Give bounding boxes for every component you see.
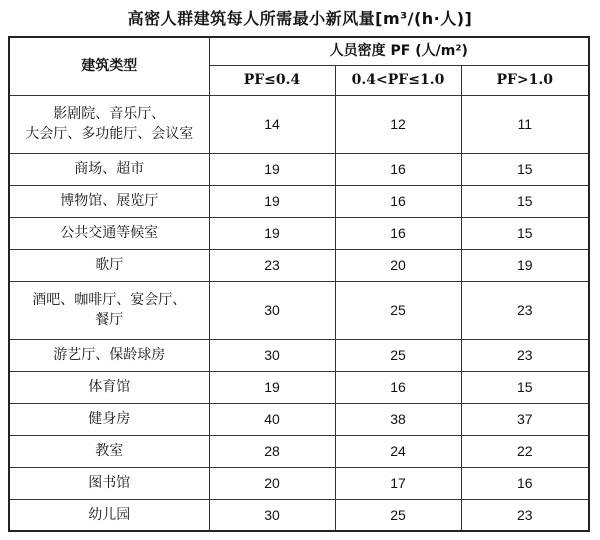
table-body <box>9 95 589 531</box>
table-row <box>9 281 589 339</box>
building-name-line1: 影剧院、音乐厅、 <box>53 106 166 122</box>
row-building-name <box>9 95 209 153</box>
value-density-mid: 25 <box>335 281 461 339</box>
building-name-line1: 公共交通等候室 <box>60 225 159 241</box>
row-building-name <box>9 339 209 371</box>
value-density-low: 28 <box>209 435 335 467</box>
value-density-high: 11 <box>461 95 589 153</box>
header-density-mid: 0.4<PF≤1.0 <box>335 65 461 95</box>
row-building-name <box>9 281 209 339</box>
value-density-high: 23 <box>461 339 589 371</box>
header-density: 人员密度 PF (人/m²) <box>209 37 589 65</box>
table-title: 高密人群建筑每人所需最小新风量[m³/(h·人)] <box>127 9 473 28</box>
table-row <box>9 153 589 185</box>
row-building-name <box>9 217 209 249</box>
value-density-high: 15 <box>461 153 589 185</box>
header-density-high: PF>1.0 <box>461 65 589 95</box>
building-name-line1: 商场、超市 <box>74 161 145 177</box>
ventilation-table <box>8 36 590 532</box>
row-building-name <box>9 467 209 499</box>
table-row <box>9 435 589 467</box>
value-density-low: 19 <box>209 371 335 403</box>
value-density-high: 37 <box>461 403 589 435</box>
header-density-low: PF≤0.4 <box>209 65 335 95</box>
value-density-low: 20 <box>209 467 335 499</box>
value-density-mid: 16 <box>335 185 461 217</box>
value-density-mid: 17 <box>335 467 461 499</box>
value-density-mid: 38 <box>335 403 461 435</box>
value-density-mid: 16 <box>335 153 461 185</box>
value-density-mid: 25 <box>335 499 461 531</box>
table-row <box>9 499 589 531</box>
value-density-low: 19 <box>209 185 335 217</box>
value-density-high: 15 <box>461 217 589 249</box>
row-building-name <box>9 249 209 281</box>
table-row <box>9 467 589 499</box>
table-row <box>9 371 589 403</box>
value-density-low: 14 <box>209 95 335 153</box>
value-density-high: 16 <box>461 467 589 499</box>
building-name-line2: 大会厅、多功能厅、会议室 <box>25 126 194 142</box>
value-density-high: 22 <box>461 435 589 467</box>
value-density-high: 15 <box>461 371 589 403</box>
table-row <box>9 339 589 371</box>
value-density-low: 30 <box>209 499 335 531</box>
building-name-line1: 酒吧、咖啡厅、宴会厅、 <box>32 292 187 308</box>
value-density-low: 23 <box>209 249 335 281</box>
building-name-line1: 健身房 <box>88 411 131 427</box>
value-density-low: 30 <box>209 339 335 371</box>
table-row <box>9 403 589 435</box>
row-building-name <box>9 153 209 185</box>
row-building-name <box>9 371 209 403</box>
table-row <box>9 249 589 281</box>
header-building-type: 建筑类型 <box>9 37 209 95</box>
table-row <box>9 95 589 153</box>
row-building-name <box>9 185 209 217</box>
value-density-mid: 16 <box>335 371 461 403</box>
value-density-mid: 16 <box>335 217 461 249</box>
value-density-low: 40 <box>209 403 335 435</box>
value-density-high: 23 <box>461 281 589 339</box>
row-building-name <box>9 499 209 531</box>
building-name-line1: 博物馆、展览厅 <box>60 193 159 209</box>
building-name-line1: 幼儿园 <box>88 506 131 523</box>
value-density-mid: 25 <box>335 339 461 371</box>
building-name-line1: 歌厅 <box>95 257 124 273</box>
building-name-line1: 体育馆 <box>88 379 131 395</box>
value-density-mid: 24 <box>335 435 461 467</box>
value-density-high: 19 <box>461 249 589 281</box>
building-name-line1: 游艺厅、保龄球房 <box>53 347 166 363</box>
value-density-low: 19 <box>209 153 335 185</box>
value-density-low: 30 <box>209 281 335 339</box>
value-density-mid: 12 <box>335 95 461 153</box>
table-header <box>9 37 589 95</box>
table-row <box>9 217 589 249</box>
value-density-high: 15 <box>461 185 589 217</box>
table-row <box>9 185 589 217</box>
building-name-line1: 教室 <box>95 443 124 459</box>
value-density-mid: 20 <box>335 249 461 281</box>
building-name-line1: 图书馆 <box>88 475 131 491</box>
row-building-name <box>9 435 209 467</box>
value-density-low: 19 <box>209 217 335 249</box>
value-density-high: 23 <box>461 499 589 531</box>
row-building-name <box>9 403 209 435</box>
building-name-line2: 餐厅 <box>95 312 124 328</box>
